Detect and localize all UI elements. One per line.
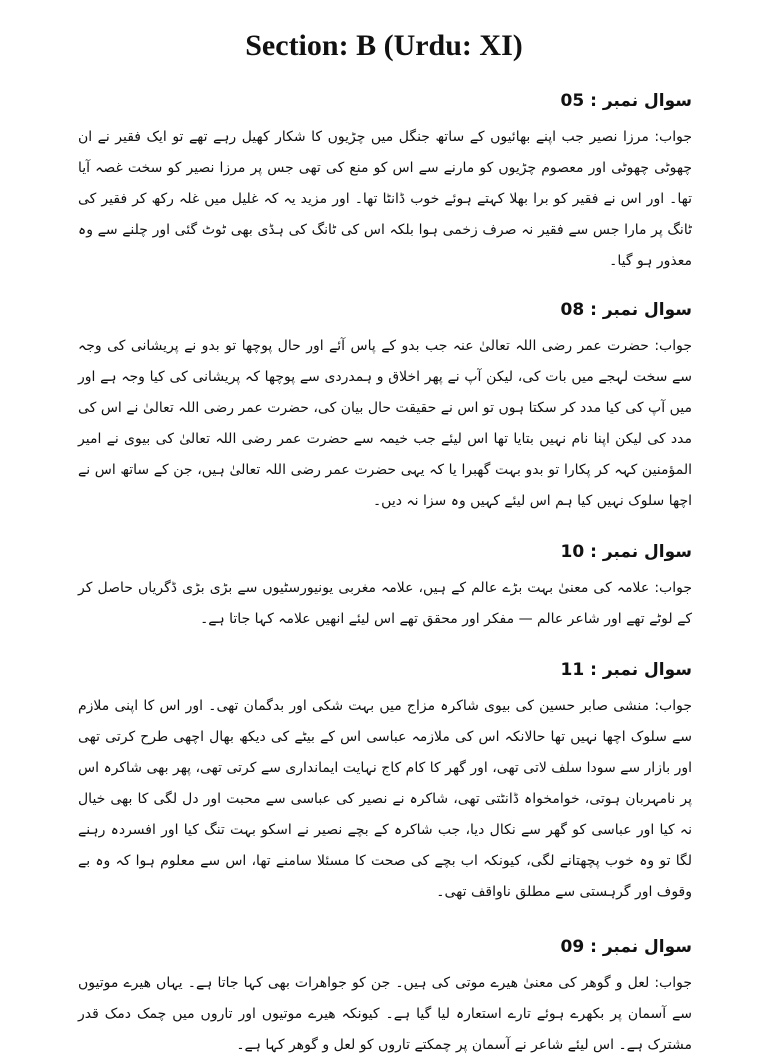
question-heading: سوال نمبر : 10 [560,542,692,562]
page-title: Section: B (Urdu: XI) [245,29,523,62]
question-heading: سوال نمبر : 08 [560,300,692,320]
answer-paragraph: جواب: مرزا نصیر جب اپنے بھائیوں کے ساتھ جنگل میں چڑیوں کا شکار کھیل رہے تھے تو ایک فقیر نے ان چھوٹی چھوٹی اور معصوم چڑیوں کو مارنے سے اس کو منع کی تھی جس پر مرزا نصیر کو سخت غصہ آیا تھا۔ اور اس نے فقیر کو برا بھلا کہتے ہوئے خوب ڈانٹا تھا۔ اور مزید یہ کہ غلیل میں غلہ رکھ کر فقیر کی ٹانگ پر مارا جس سے فقیر نہ صرف زخمی ہوا بلکہ اس کی ٹانگ کی ہڈی بھی ٹوٹ گئی اور چلنے سے وہ معذور ہو گیا۔ [78,129,692,269]
answer-paragraph: جواب: لعل و گوھر کی معنیٰ ھیرے موتی کی ہیں۔ جن کو جواھرات بھی کہا جاتا ہے۔ یہاں ھیرے موتیوں سے آسمان پر بکھرے ہوئے تارے استعارہ لیا گیا ہے۔ کیونکہ ھیرے موتیوں اور تاروں میں چمک دمک قدر مشترک ہے۔ اس لیئے شاعر نے آسمان پر چمکتے تاروں کو لعل و گوھر کہا ہے۔ [78,975,692,1053]
question-section-11 [78,657,692,908]
question-heading: سوال نمبر : 09 [560,937,692,957]
question-heading: سوال نمبر : 11 [560,660,692,680]
question-heading: سوال نمبر : 05 [560,91,692,111]
answers-container [78,88,692,1061]
answer-paragraph: جواب: منشی صابر حسین کی بیوی شاکرہ مزاج میں بہت شکی اور بدگمان تھی۔ اور اس کا اپنی ملازم سے سلوک اچھا نہیں تھا حالانکہ اس کی ملازمہ عباسی اس کے بیٹے کی دیکھ بھال اچھی طرح کرتی تھی اور بازار سے سودا سلف لاتی تھی، اور گھر کا کام کاج نہایت ایمانداری سے کرتی تھی، پھر بھی شاکرہ اس پر نامہربان ہوتی، خوامخواہ ڈانٹتی تھی، شاکرہ نے نصیر کی عباسی سے محبت اور دل لگی کا بھی خیال نہ کیا اور عباسی کو گھر سے نکال دیا، جب شاکرہ کے بچے نصیر نے اسکو بہت تنگ کیا اور افسردہ رہنے لگا تو وہ خوب پچھتانے لگی، کیونکہ اب بچے کی صحت کا مسئلا سامنے تھا، اس سے معلوم ہوا کہ وہ بے وقوف اور گرہستی سے مطلق ناواقف تھی۔ [78,698,692,900]
answer-paragraph: جواب: علامہ کی معنیٰ بہت بڑے عالم کے ہیں، علامہ مغربی یونیورسٹیوں سے بڑی بڑی ڈگریاں حاصل کر کے لوٹے تھے اور شاعر عالم — مفکر اور محقق تھے اس لیئے انھیں علامہ کہا جاتا ہے۔ [78,580,692,627]
question-section-10 [78,539,692,635]
question-section-05 [78,88,692,277]
question-section-08 [78,297,692,517]
answer-paragraph: جواب: حضرت عمر رضی اللہ تعالیٰ عنہ جب بدو کے پاس آئے اور حال پوچھا تو بدو نے پریشانی کی وجہ سے سخت لہجے میں بات کی، لیکن آپ نے پھر اخلاق و ہمدردی سے پوچھا کہ پریشانی کی کیا وجہ ہے اور میں آپ کی کیا مدد کر سکتا ہوں تو اس نے حقیقت حال بیان کی، حضرت عمر رضی اللہ تعالیٰ نے اس کی مدد کی لیکن اپنا نام نہیں بتایا تھا اس لیئے جب خیمہ سے حضرت عمر رضی اللہ تعالیٰ کی بیوی نے امیر المؤمنین کہہ کر پکارا تو بدو بہت گھبرا یا کہ یہی حضرت عمر رضی اللہ تعالیٰ ہیں، جن کے ساتھ اس نے اچھا سلوک نہیں کیا ہم اس لیئے کہیں وہ سزا نہ دیں۔ [78,338,692,509]
question-section-09 [78,934,692,1061]
